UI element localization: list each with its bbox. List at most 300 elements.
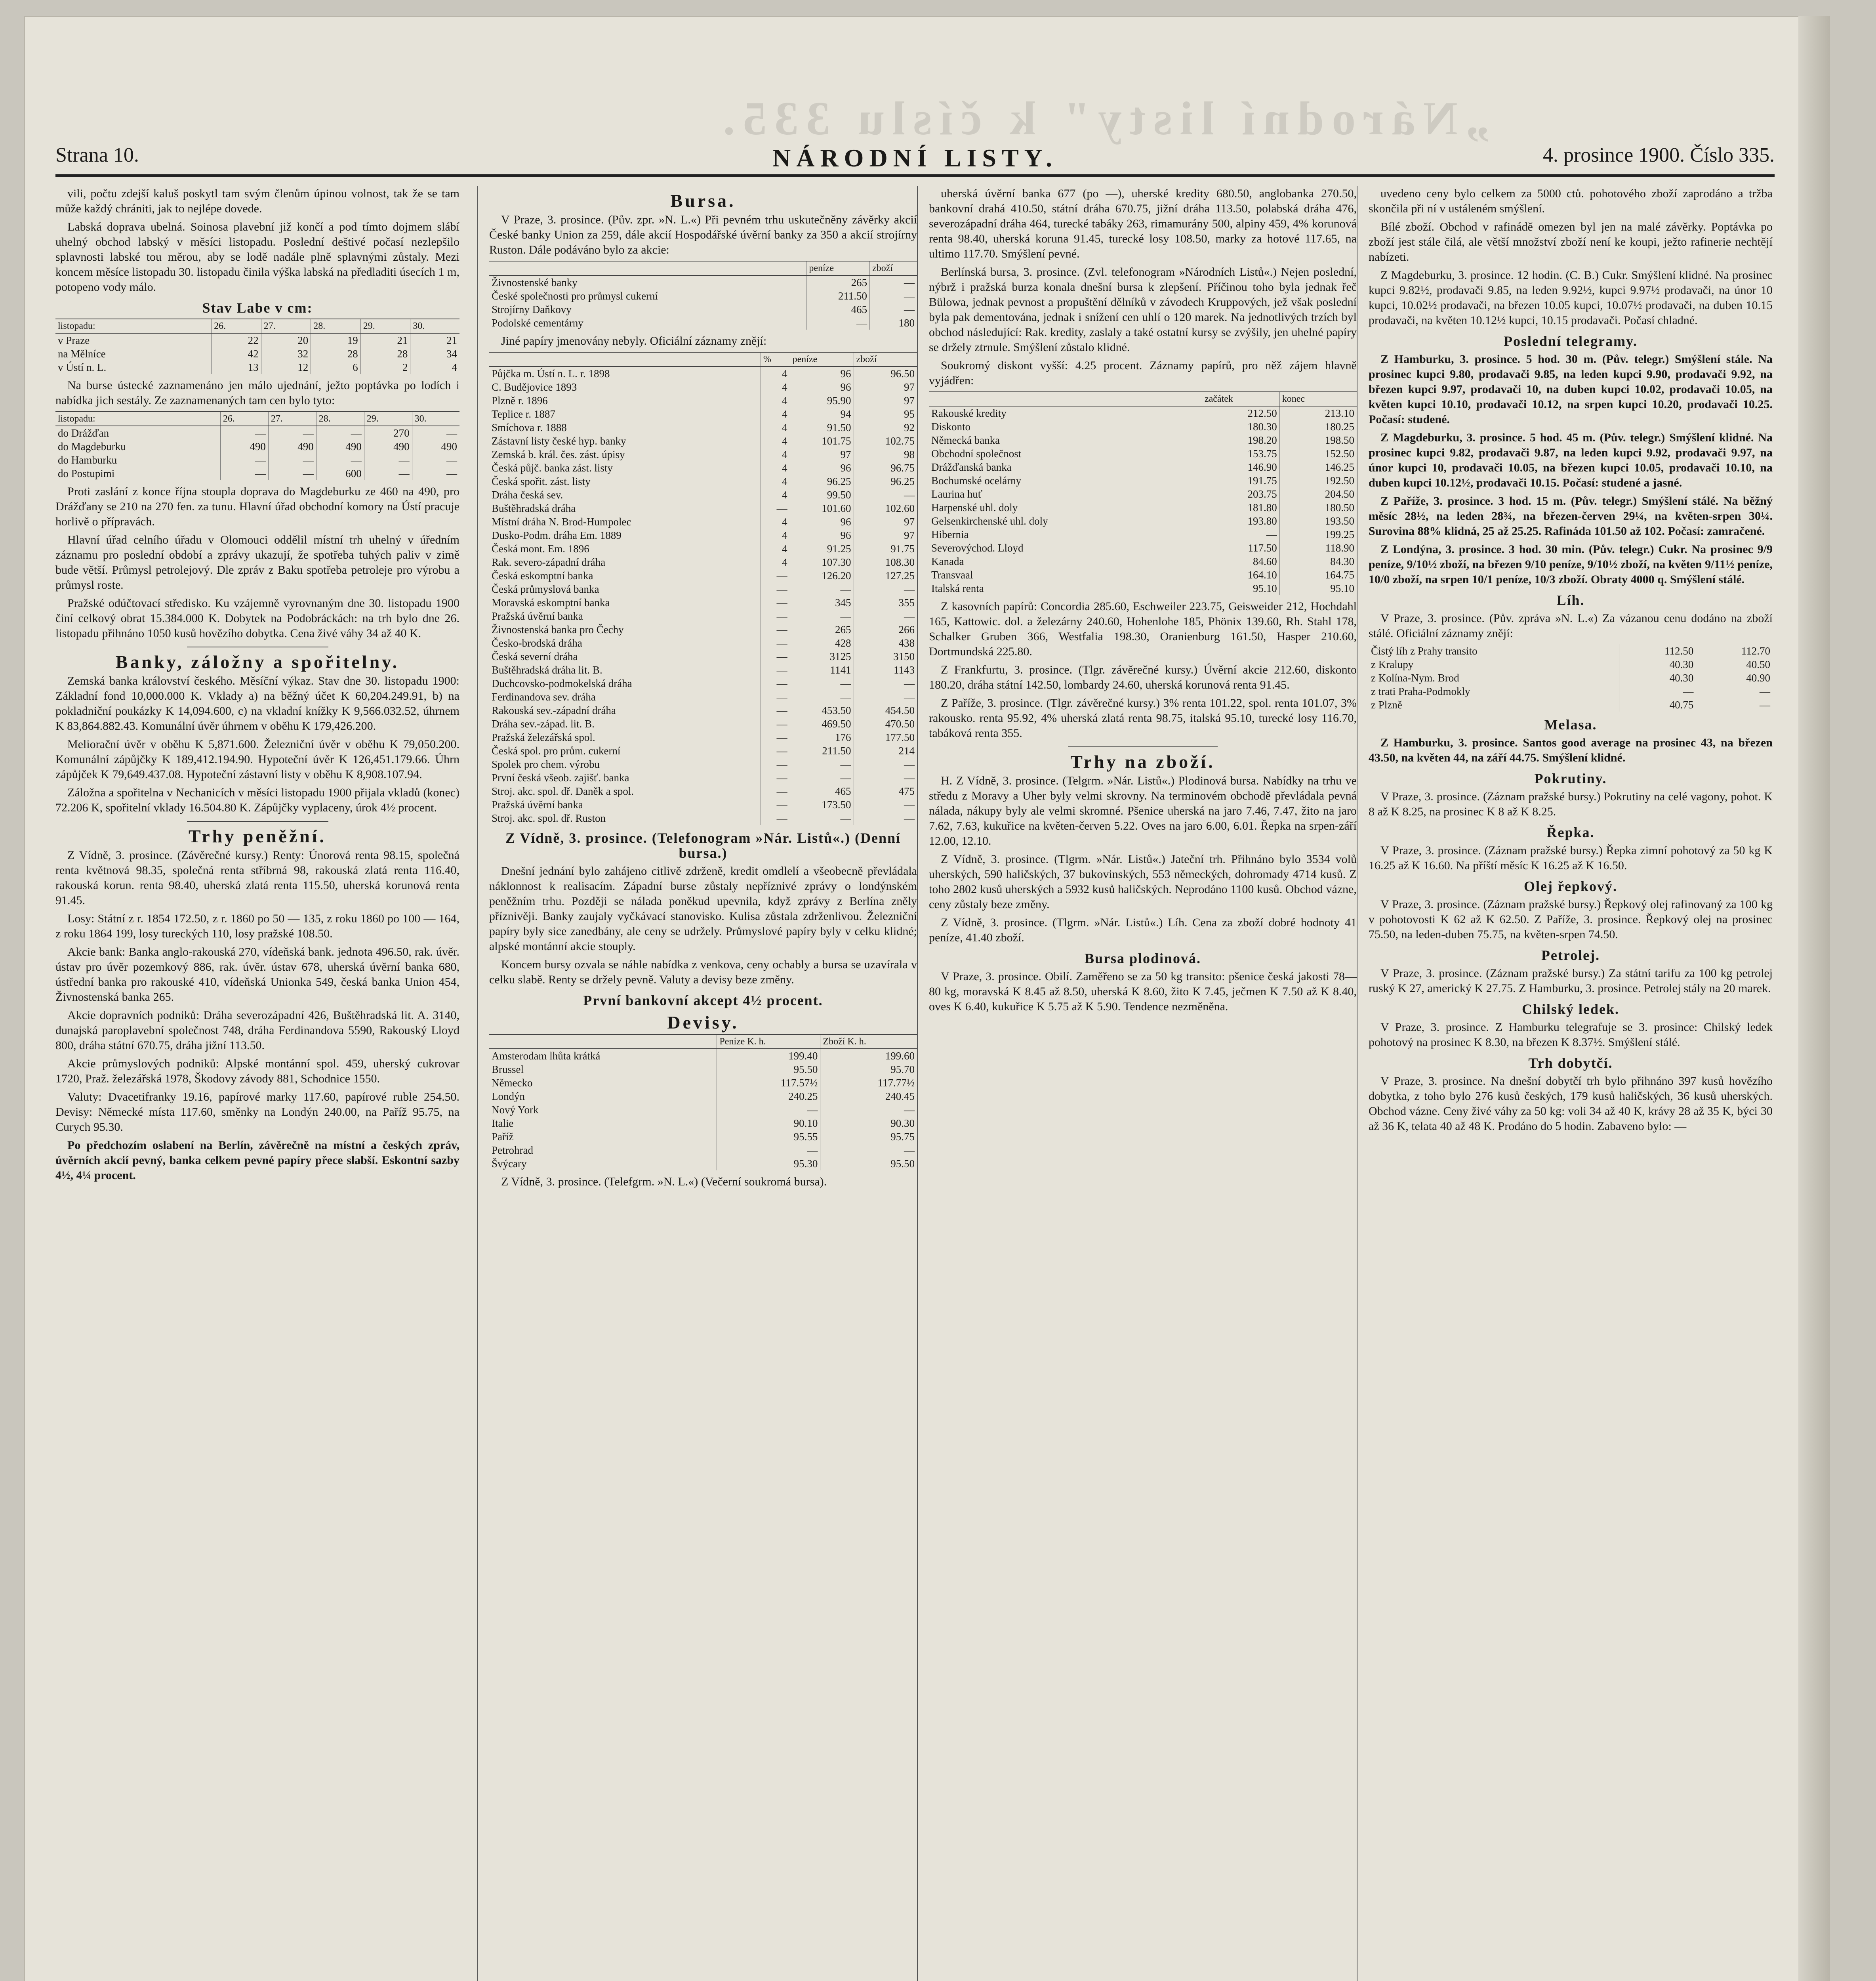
paragraph: Z kasovních papírů: Concordia 285.60, Eschweiler 223.75, Geisweider 212, Hochdahl 165, Kattowic. dol. a železárny 240.60, Hohenlohe 185, Phönix 139.60, Rh. Stahl 178, Schalker Gruben 366, Westfalia 198.30, Oranienburg 161.50, Hasper 210.60, Dortmundská 225.80.: [929, 600, 1357, 658]
cell: Podolské cementárny: [492, 317, 583, 329]
paragraph: Koncem bursy ozvala se náhle nabídka z venkova, ceny ochably a bursa se uzavírala v celku slabě. Renty se držely pevně. Valuty a devisy beze změny.: [489, 958, 917, 986]
cell: Brussel: [492, 1063, 524, 1075]
cell: —: [316, 426, 364, 440]
cell: na Mělníce: [58, 348, 106, 360]
table-header: [489, 1034, 717, 1049]
paragraph: V Praze, 3. prosince. Na dnešní dobytčí trh bylo přihnáno 397 kusů hovězího dobytka, z toho bylo 276 kusů českých, 179 kusů haličských, 36 kusů uherských. Obchod vázne. Ceny živé váhy za 50 kg: voli 34 až 40 K, krávy 28 až 35 K, býci 30 až 36 K, telata 40 až 48 K. Prodáno do 5 hodin. Zabaveno bylo: —: [1369, 1074, 1773, 1133]
cell: 4: [761, 366, 790, 380]
cell: 180.50: [1279, 501, 1357, 514]
table-row: [929, 474, 1357, 487]
column-3: [929, 186, 1357, 1981]
cell: —: [220, 453, 268, 467]
table-header: 30.: [410, 319, 459, 333]
cell: 176: [790, 731, 854, 744]
cell: 4: [761, 407, 790, 421]
paragraph: Meliorační úvěr v oběhu K 5,871.600. Železniční úvěr v oběhu K 79,050.200. Komunální zápůjčky K 189,412.194.90. Hypoteční úvěr K 126,451.179.66. Úhrn zápůjček K 79,649.437.08. Hypoteční zástavní listy v oběhu K 8,908.107.94.: [55, 738, 459, 781]
cell: —: [412, 467, 459, 480]
cell: Rakouské kredity: [931, 407, 1007, 419]
cell: 40.30: [1619, 658, 1696, 671]
cell: —: [761, 731, 790, 744]
cell: 95.90: [790, 394, 854, 407]
table-row: [489, 502, 917, 515]
freight-table: [55, 411, 459, 480]
cell: 126.20: [790, 569, 854, 582]
cell: Gelsenkirchenské uhl. doly: [931, 515, 1048, 527]
table-header: 28.: [316, 412, 364, 426]
cell: 428: [790, 636, 854, 650]
table-header: Zboží K. h.: [820, 1034, 917, 1049]
table-header: 27.: [261, 319, 311, 333]
cell: —: [761, 704, 790, 717]
cell: Česká spol. pro prům. cukerní: [492, 745, 621, 757]
table-header: peníze: [806, 261, 870, 275]
cell: Živnostenské banky: [492, 277, 578, 288]
table-header: začátek: [1202, 392, 1279, 406]
labska-doprava: Labská doprava ubelná. Soinosa plavební již končí a pod tímto dojmem slábí uhelný obchod labský v měsíci listopadu. Poslední deštivé počasí nezlepšilo splavnosti labské tou měrou, aby se lodě nadále plně splavnými zůstaly. Mezi koncem měsíce listopadu 30. listopadu činila výška labská na předladiti úsecích 1 m, potopeno vody málo.: [55, 220, 459, 294]
cell: —: [761, 677, 790, 690]
table-row: [489, 488, 917, 502]
table-header: 26.: [212, 319, 261, 333]
cell: České společnosti pro průmysl cukerní: [492, 290, 658, 302]
cell: 97: [854, 394, 917, 407]
cell: Smíchova r. 1888: [492, 422, 567, 433]
table-row: [489, 1157, 917, 1170]
cell: 212.50: [1202, 406, 1279, 420]
cell: —: [268, 426, 316, 440]
cell: 180: [870, 316, 917, 330]
cell: —: [761, 758, 790, 771]
cell: 96: [790, 461, 854, 475]
cell: z trati Praha-Podmokly: [1371, 685, 1470, 697]
cell: 193.80: [1202, 514, 1279, 528]
labe-level-table: [55, 319, 459, 374]
cell: 438: [854, 636, 917, 650]
cell: Harpenské uhl. doly: [931, 502, 1018, 513]
cell: 28: [360, 347, 410, 361]
cell: Pražská úvěrní banka: [492, 610, 583, 622]
cell: 465: [790, 784, 854, 798]
cell: 96: [790, 380, 854, 394]
cell: 3150: [854, 650, 917, 663]
cell: Duchcovsko-podmokelská dráha: [492, 678, 632, 689]
cell: 102.60: [854, 502, 917, 515]
cell: —: [761, 663, 790, 677]
cell: 95.30: [717, 1157, 820, 1170]
cell: —: [1696, 685, 1773, 698]
cell: 453.50: [790, 704, 854, 717]
cell: 198.50: [1279, 433, 1357, 447]
cell: 490: [220, 440, 268, 453]
table-row: [489, 1143, 917, 1157]
table-row: [55, 440, 459, 453]
table-row: [489, 529, 917, 542]
cell: 40.75: [1619, 698, 1696, 712]
table-row: [489, 596, 917, 609]
cell: 146.25: [1279, 460, 1357, 474]
cell: —: [820, 1103, 917, 1116]
cell: Německá banka: [931, 434, 1000, 446]
cell: 32: [261, 347, 311, 361]
cell: 28: [311, 347, 361, 361]
table-row: [489, 731, 917, 744]
intro-paragraph: vili, počtu zdejší kaluš poskytl tam svým členům úpinou volnost, tak že se tam může každý chrániti, jak to nejlépe dovede.: [55, 187, 459, 215]
table-row: [489, 461, 917, 475]
table-header: listopadu:: [55, 412, 220, 426]
akcie-table: [489, 261, 917, 330]
cell: 96.50: [854, 366, 917, 380]
subheading-melasa: Melasa.: [1544, 717, 1597, 733]
paragraph: Z Magdeburku, 3. prosince. 5 hod. 45 m. (Pův. telegr.) Smýšlení klidné. Na prosinec kupci 9.82, prodavači 9.87, na leden kupci 9.92, prodavači 9.97, na únor kupci 10, prodavači 10.05, na březen kupci 10.05, prodavači 10.10, na duben kupci 10.12½, prodavači 10.15. Počasí: studené a jasné.: [1369, 431, 1773, 489]
cell: Drážďanská banka: [931, 461, 1012, 473]
cell: Rak. severo-západní dráha: [492, 556, 606, 568]
cell: 95.75: [820, 1130, 917, 1143]
cell: 13: [212, 361, 261, 374]
cell: 199.40: [717, 1049, 820, 1063]
cell: 101.60: [790, 502, 854, 515]
cell: Švýcary: [492, 1158, 527, 1170]
paragraph: V Praze, 3. prosince. (Záznam pražské bursy.) Řepka zimní pohotový za 50 kg K 16.25 až K 16.60. Na příští měsíc K 16.25 až K 16.50.: [1369, 844, 1773, 872]
cell: 180.30: [1202, 420, 1279, 433]
cell: 97: [790, 448, 854, 461]
cell: 19: [311, 333, 361, 347]
cell: 12: [261, 361, 311, 374]
table-row: [489, 771, 917, 784]
cell: do Drážďan: [58, 427, 109, 439]
section-heading-banky: Banky, záložny a spořitelny.: [115, 652, 400, 672]
cell: 153.75: [1202, 447, 1279, 460]
cell: Česká mont. Em. 1896: [492, 543, 589, 555]
cell: Spolek pro chem. výrobu: [492, 758, 600, 770]
cell: Půjčka m. Ústí n. L. r. 1898: [492, 368, 610, 380]
cell: —: [761, 650, 790, 663]
cell: —: [790, 609, 854, 623]
cell: —: [820, 1143, 917, 1157]
cell: 97: [854, 380, 917, 394]
cell: 465: [806, 303, 870, 316]
paragraph: Z Frankfurtu, 3. prosince. (Tlgr. závěrečné kursy.) Úvěrní akcie 212.60, diskonto 180.20, dráha státní 142.50, lombardy 24.60, uherská korunová renta 91.45.: [929, 663, 1357, 691]
cell: Ferdinandova sev. dráha: [492, 691, 596, 703]
cell: 240.45: [820, 1090, 917, 1103]
cell: 173.50: [790, 798, 854, 811]
cell: 193.50: [1279, 514, 1357, 528]
column-2: [489, 186, 917, 1981]
cell: Italie: [492, 1117, 514, 1129]
cell: —: [870, 275, 917, 289]
cell: Místní dráha N. Brod-Humpolec: [492, 516, 631, 528]
section-heading-trhy-zbozi: Trhy na zboží.: [1070, 752, 1215, 772]
divider: [1068, 746, 1218, 747]
cell: 20: [261, 333, 311, 347]
subheading-repka: Řepka.: [1546, 824, 1595, 840]
berlin-table: [929, 391, 1357, 595]
table-row: [55, 453, 459, 467]
cell: —: [761, 771, 790, 784]
cell: Zemská b. král. čes. zást. úpisy: [492, 448, 625, 460]
table-row: [489, 542, 917, 555]
paragraph: Po předchozím oslabení na Berlín, závěrečně na místní a českých zpráv, úvěrních akcií pevný, banka celkem pevné papíry přece slabší. Eskontní sazby 4½, 4¼ procent.: [55, 1139, 459, 1182]
cell: 96.25: [790, 475, 854, 488]
cell: 22: [212, 333, 261, 347]
cell: 40.90: [1696, 671, 1773, 685]
paragraph: Valuty: Dvacetifranky 19.16, papírové marky 117.60, papírové ruble 254.50. Devisy: Německé místa 117.60, směnky na Londýn 240.00, na Paříž 95.75, na Curych 95.30.: [55, 1090, 459, 1134]
issue-date: 4. prosince 1900. Číslo 335.: [1543, 144, 1775, 166]
cell: —: [854, 677, 917, 690]
paragraph: Z Hamburku, 3. prosince. 5 hod. 30 m. (Pův. telegr.) Smýšlení stále. Na prosinec kupci 9.80, prodavači 9.85, na leden kupci 9.90, prodavači 9.92, na březen kupci 9.97, prodavači 10, na duben kupci 10.02, prodavači 10.05, na květen kupci 10.10, prodavači 10.12, na srpen kupci 10.20, prodavači 10.25. Počasí: studené.: [1369, 353, 1773, 426]
cell: —: [854, 798, 917, 811]
cell: —: [412, 426, 459, 440]
cell: —: [761, 636, 790, 650]
cell: —: [268, 453, 316, 467]
cell: 204.50: [1279, 487, 1357, 501]
page-number: Strana 10.: [55, 144, 139, 166]
cell: 4: [761, 434, 790, 448]
table-header: konec: [1279, 392, 1357, 406]
table-header: [929, 392, 1202, 406]
cell: Obchodní společnost: [931, 448, 1022, 460]
paragraph: Z Vídně, 3. prosince. (Telefgrm. »N. L.«) (Večerní soukromá bursa).: [501, 1175, 827, 1188]
table-header: 27.: [268, 412, 316, 426]
cell: 84.60: [1202, 555, 1279, 568]
cell: —: [761, 623, 790, 636]
table-row: [489, 380, 917, 394]
paragraph: uherská úvěrní banka 677 (po —), uherské kredity 680.50, anglobanka 270.50, bankovní drahá 410.50, státní dráha 670.75, jižní dráha 113.50, polabská dráha 476, severozápadní dráha 464, turecké tabáky 263, rimamurány 500, alpiny 459, 4% korunová renta 98.40, uherská koruna 91.45, turecké losy 108.50, marky za hotové 117.65, na ultimo 117.70. Smýšlení pevné.: [929, 187, 1357, 260]
paragraph: Akcie dopravních podniků: Dráha severozápadní 426, Buštěhradská lit. A. 3140, dunajská paroplavební společnost 748, dráha Ferdinandova 5590, Rakouský Lloyd 800, dráha státní 670.75, dráha jižní 113.50.: [55, 1009, 459, 1052]
paragraph: Záložna a spořitelna v Nechanicích v měsíci listopadu 1900 přijala vkladů (konec) 72.206 K, spořitelní vklady 16.504.80 K. Zápůjčky vyplaceny, úrok 4½ procent.: [55, 786, 459, 814]
paragraph: Z Vídně, 3. prosince. (Tlgrm. »Nár. Listů«.) Líh. Cena za zboží dobré hodnoty 41 peníze, 41.40 zboží.: [929, 916, 1357, 944]
cell: Italská renta: [931, 582, 984, 594]
paragraph: Z Hamburku, 3. prosince. Santos good average na prosinec 43, na březen 43.50, na květen 44, na září 44.75. Smýšlení klidné.: [1369, 736, 1773, 764]
cell: —: [761, 784, 790, 798]
subheading-pokrutiny: Pokrutiny.: [1534, 771, 1607, 786]
cell: 203.75: [1202, 487, 1279, 501]
table-row: [929, 460, 1357, 474]
show-through-text: „Národní listy" k číslu 335.: [715, 92, 1489, 145]
paragraph: Akcie bank: Banka anglo-rakouská 270, vídeňská bank. jednota 496.50, rak. úvěr. ústav pro úvěr pozemkový 886, rak. úvěr. ústav 678, uherská úvěrní banka 680, ústřední banka pro rakouské 410, vídeňská Unionka 549, česká banka Union 454, Živnostenská banka 265.: [55, 945, 459, 1004]
cell: —: [854, 488, 917, 502]
cell: Kanada: [931, 555, 964, 567]
cell: 98: [854, 448, 917, 461]
cell: 92: [854, 421, 917, 434]
cell: —: [761, 744, 790, 758]
cell: 211.50: [790, 744, 854, 758]
cell: —: [220, 426, 268, 440]
cell: Teplice r. 1887: [492, 408, 555, 420]
cell: 3125: [790, 650, 854, 663]
cell: 198.20: [1202, 433, 1279, 447]
paragraph: V Praze, 3. prosince. (Pův. zpráva »N. L.«) Za vázanou cenu dodáno na zboží stálé. Oficiální záznamy znějí:: [1369, 612, 1773, 640]
cell: —: [316, 453, 364, 467]
subheading-trh-dobytci: Trh dobytčí.: [1528, 1055, 1613, 1071]
cell: 96: [790, 529, 854, 542]
cell: 96.75: [854, 461, 917, 475]
table-row: [1369, 685, 1773, 698]
table-row: [489, 636, 917, 650]
cell: do Postupimi: [58, 468, 115, 479]
section-heading-devisy: Devisy.: [667, 1012, 739, 1032]
cell: 97: [854, 529, 917, 542]
table-row: [489, 475, 917, 488]
cell: 4: [761, 515, 790, 529]
cell: 21: [410, 333, 459, 347]
cell: Rakouská sev.-západní dráha: [492, 704, 616, 716]
paragraph: V Praze, 3. prosince. Obilí. Zaměřeno se za 50 kg transito: pšenice česká jakosti 78—80 kg, moravská K 8.45 až 8.50, uherská K 8.60, žito K 7.45, ječmen K 7.50 až K 8.40, oves K 6.40, kukuřice K 5.75 až K 5.90. Tendence nezměněna.: [929, 970, 1357, 1013]
cell: —: [1619, 685, 1696, 698]
lih-table: [1369, 644, 1773, 712]
cell: 213.10: [1279, 406, 1357, 420]
cell: 490: [316, 440, 364, 453]
table-row: [55, 333, 459, 347]
cell: 177.50: [854, 731, 917, 744]
cell: Zástavní listy české hyp. banky: [492, 435, 626, 447]
cell: 4: [761, 555, 790, 569]
cell: 1143: [854, 663, 917, 677]
column-1: [55, 186, 459, 1981]
cell: —: [854, 758, 917, 771]
table-row: [929, 433, 1357, 447]
table-header: 29.: [364, 412, 412, 426]
table-header: listopadu:: [55, 319, 212, 333]
cell: 95.55: [717, 1130, 820, 1143]
cell: 91.50: [790, 421, 854, 434]
paragraph: Dnešní jednání bylo zahájeno citlivě zdrženě, kredit omdlelí a všeobecně převládala náklonnost k realisacím. Západní burse zůstaly nepříznivé zprávy o londýnském peněžním trhu. Později se nálada poněkud upevnila, když zprávy z Berlína zněly příznivěji. Banky zaujaly vyčkávací stanovisko. Kulisa zůstala zdrženlivou. Železniční papíry byly sice zanedbány, ale ceny se udržely. Průmyslové papíry byly v celku klidné; alpské montánní akcie stouply.: [489, 865, 917, 953]
cell: 42: [212, 347, 261, 361]
paragraph: V Praze, 3. prosince. (Záznam pražské bursy.) Pokrutiny na celé vagony, pohot. K 8 až K 8.25, na prosinec K 8 až K 8.25.: [1369, 790, 1773, 818]
table-row: [489, 690, 917, 704]
cell: 181.80: [1202, 501, 1279, 514]
table-row: [489, 663, 917, 677]
table-row: [489, 582, 917, 596]
table-row: [929, 487, 1357, 501]
table-row: [489, 798, 917, 811]
paragraph: V Praze, 3. prosince. Z Hamburku telegrafuje se 3. prosince: Chilský ledek pohotový na prosinec K 8.30, na březen K 8.37½. Smýšlení stálé.: [1369, 1021, 1773, 1049]
cell: 600: [316, 467, 364, 480]
subheading-olej: Olej řepkový.: [1524, 878, 1617, 894]
table-row: [55, 347, 459, 361]
cell: Hibernia: [931, 529, 969, 540]
cell: 146.90: [1202, 460, 1279, 474]
cell: 4: [761, 380, 790, 394]
cell: 118.90: [1279, 541, 1357, 555]
table-header: 29.: [360, 319, 410, 333]
cell: —: [761, 609, 790, 623]
table-row: [929, 555, 1357, 568]
paragraph: V Praze, 3. prosince. (Záznam pražské bursy.) Řepkový olej rafinovaný za 100 kg v pohotovosti K 62 až K 62.50. Z Paříže, 3. prosince. Řepkový olej na prosinec 75.50, na leden-duben 75.75, na květen-srpen 74.50.: [1369, 898, 1773, 941]
cell: —: [761, 569, 790, 582]
cell: 490: [268, 440, 316, 453]
cell: —: [761, 502, 790, 515]
cell: 214: [854, 744, 917, 758]
page-header: [55, 139, 1775, 177]
table-row: [489, 1063, 917, 1076]
cell: Živnostenská banka pro Čechy: [492, 624, 624, 636]
table-header: Peníze K. h.: [717, 1034, 820, 1049]
cell: 127.25: [854, 569, 917, 582]
paragraph: Z Vídně, 3. prosince. (Závěrečné kursy.) Renty: Únorová renta 98.15, společná renta květnová 98.35, společná renta stříbrná 98, rakouská zlatá renta 116.40, rakouská korun. renta 98.40, uherská zlatá renta 115.50, uherská korunová renta 91.45.: [55, 849, 459, 907]
cell: 4: [761, 529, 790, 542]
cell: Stroj. akc. spol. dř. Ruston: [492, 812, 606, 824]
table-row: [1369, 644, 1773, 658]
cell: 95.50: [717, 1063, 820, 1076]
cell: 240.25: [717, 1090, 820, 1103]
cell: 4: [410, 361, 459, 374]
cell: 95: [854, 407, 917, 421]
cell: —: [854, 771, 917, 784]
paragraph: Z Paříže, 3. prosince. (Tlgr. závěrečné kursy.) 3% renta 101.22, spol. renta 101.07, 3% rakousko. renta 95.92, 4% uherská zlatá renta 98.75, italská 95.10, turecké losy 116.70, tabáková renta 355.: [929, 697, 1357, 740]
table-row: [929, 528, 1357, 541]
table-row: [1369, 671, 1773, 685]
subheading-vid: Z Vídně, 3. prosince. (Telefonogram »Nár. Listů«.) (Denní bursa.): [505, 830, 901, 861]
cell: Londýn: [492, 1090, 525, 1102]
table-row: [489, 569, 917, 582]
table-row: [489, 758, 917, 771]
cell: 90.30: [820, 1116, 917, 1130]
section-heading-trhy: Trhy peněžní.: [188, 826, 327, 846]
cell: Česká spořit. zást. listy: [492, 475, 591, 487]
table-row: [489, 717, 917, 731]
cell: —: [790, 811, 854, 825]
cell: 199.60: [820, 1049, 917, 1063]
cell: —: [790, 758, 854, 771]
paragraph: Z Paříže, 3. prosince. 3 hod. 15 m. (Pův. telegr.) Smýšlení stálé. Na běžný měsíc 28½, na leden 28¾, na březen-červen 29¼, na květen-srpen 30¼. Surovina 88% klidná, 25 až 25.25. Rafináda 101.50 až 102. Počasí: zamračené.: [1369, 494, 1773, 538]
cell: Česká průmyslová banka: [492, 583, 599, 595]
table-row: [489, 394, 917, 407]
cell: Buštěhradská dráha lit. B.: [492, 664, 602, 676]
cell: —: [761, 717, 790, 731]
cell: Dráha česká sev.: [492, 489, 563, 501]
cell: 84.30: [1279, 555, 1357, 568]
cell: Laurina huť: [931, 488, 983, 500]
table-row: [489, 623, 917, 636]
cell: 99.50: [790, 488, 854, 502]
paragraph: Na burse ústecké zaznamenáno jen málo ujednání, ježto poptávka po lodích i nabídka jich sestály. Ze zaznamenaných tam cen bylo tyto:: [55, 379, 459, 407]
cell: —: [790, 677, 854, 690]
cell: —: [761, 690, 790, 704]
paragraph: Akcie průmyslových podniků: Alpské montánní spol. 459, uherský cukrovar 1720, Praž. železářská 1978, Škodovy závody 881, Schodnice 1550.: [55, 1057, 459, 1085]
cell: 475: [854, 784, 917, 798]
column-rule: [477, 186, 478, 1981]
official-quotes-table: [489, 352, 917, 825]
cell: Česká severní dráha: [492, 651, 578, 662]
table-row: [489, 515, 917, 529]
cell: Pražská železářská spol.: [492, 731, 595, 743]
cell: 4: [761, 461, 790, 475]
cell: Německo: [492, 1077, 533, 1089]
cell: 112.70: [1696, 644, 1773, 658]
cell: 266: [854, 623, 917, 636]
cell: —: [854, 690, 917, 704]
cell: 117.77½: [820, 1076, 917, 1090]
table-row: [489, 609, 917, 623]
cell: —: [854, 582, 917, 596]
paragraph: Pražské odúčtovací středisko. Ku vzájemně vyrovnaným dne 30. listopadu 1900 činí celkový obrat 15.384.000 K. Dobytek na Podobráckách: na trh bylo dne 26. listopadu přihnáno 1050 kusů hovězího dobytka. Cena živé váhy 34 až 40 K.: [55, 597, 459, 640]
paragraph: H. Z Vídně, 3. prosince. (Telgrm. »Nár. Listů«.) Plodinová bursa. Nabídky na trhu ve středu z Moravy a Uher byly velmi skrovny. Na terminovém obchodě převládala pevná nálada, nákupy byly ale velmi skromné. Pšenice uherská na jaro 7.46, 7.47, žito na jaro 7.62, 7.63, kukuřice na květen-červen 5.22. Oves na jaro 6.00, 6.01. Řepka na srpen-září 12.00, 12.10.: [929, 774, 1357, 847]
cell: v Praze: [58, 334, 90, 346]
cell: 95.10: [1279, 582, 1357, 595]
table-row: [55, 361, 459, 374]
cell: 117.57½: [717, 1076, 820, 1090]
cell: 21: [360, 333, 410, 347]
paragraph: Hlavní úřad celního úřadu v Olomouci oddělil místní trh uhelný v úředním záznamu pro poslední období a zprávy ukazují, že spotřeba tuhých paliv v zimě bude větší. Průmysl petrolejový. Dle zpráv z Baku spotřeba petroleje pro výrobu a průmysl roste.: [55, 533, 459, 592]
cell: Čistý líh z Prahy transito: [1371, 645, 1478, 657]
table-row: [55, 426, 459, 440]
cell: 40.50: [1696, 658, 1773, 671]
cell: Plzně r. 1896: [492, 395, 548, 407]
table-row: [1369, 698, 1773, 712]
paragraph: Soukromý diskont vyšší: 4.25 procent. Záznamy papírů, pro něž zájem hlavně vyjádřen:: [929, 359, 1357, 387]
paragraph: Jiné papíry jmenovány nebyly. Oficiální záznamy znějí:: [501, 334, 767, 347]
cell: —: [1202, 528, 1279, 541]
cell: 265: [806, 275, 870, 289]
